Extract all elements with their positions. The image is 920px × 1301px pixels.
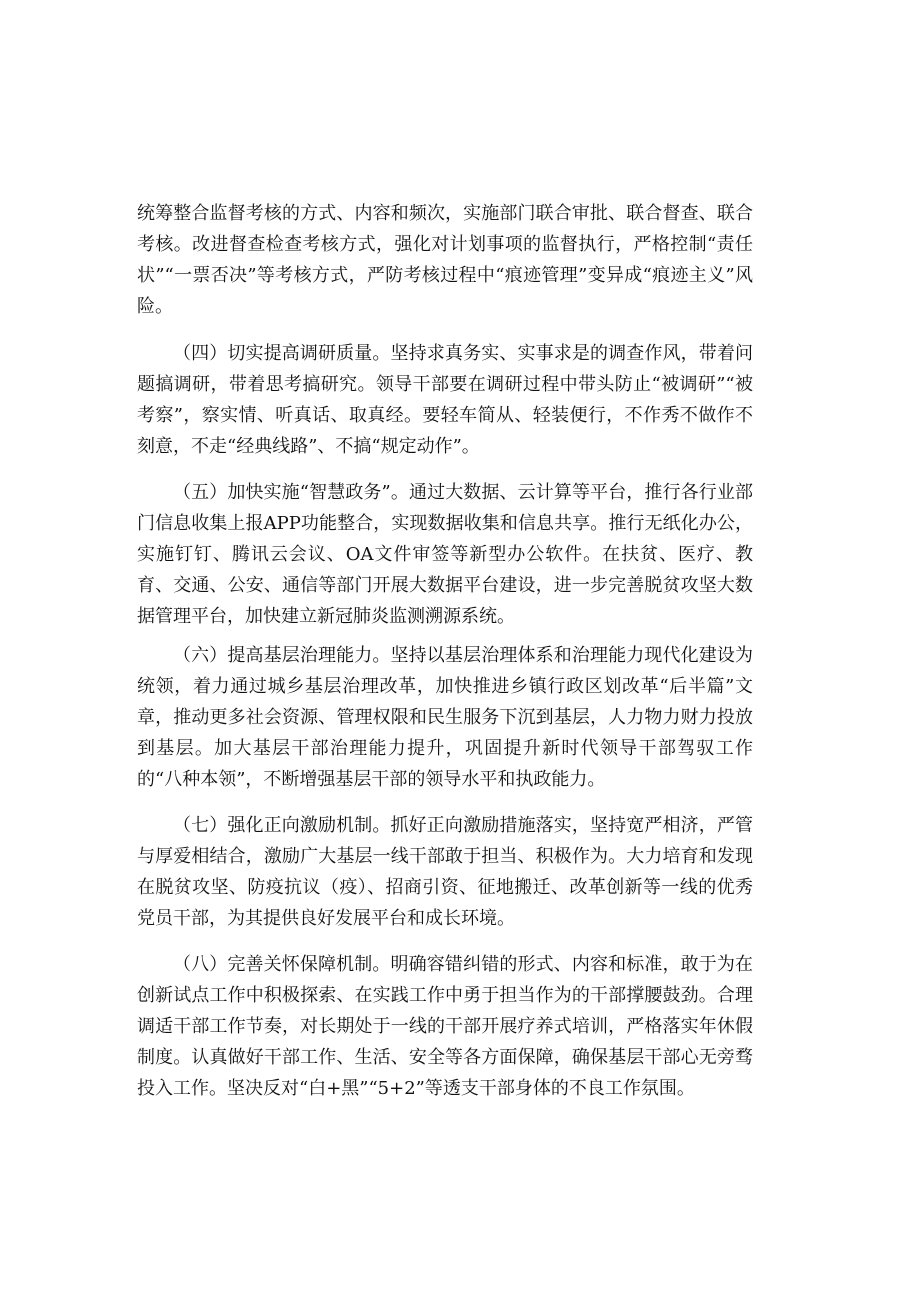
paragraph-section-8: （八）完善关怀保障机制。明确容错纠错的形式、内容和标准，敢于为在创新试点工作中积极探索、在实践工作中勇于担当作为的干部撑腰鼓劲。合理调适干部工作节奏，对长期处于一线的干部开展疗养式培训，严格落实年休假制度。认真做好干部工作、生活、安全等各方面保障，确保基层干部心无旁骛投入工作。坚决反对“白+黑”“5+2”等透支干部身体的不良工作氛围。 [137,954,753,1099]
paragraph-continuation: 统筹整合监督考核的方式、内容和频次，实施部门联合审批、联合督查、联合考核。改进督查检查考核方式，强化对计划事项的监督执行，严格控制“责任状”“一票否决”等考核方式，严防考核过程中“痕迹管理”变异成“痕迹主义”风险。 [137,203,753,317]
paragraph-section-4: （四）切实提高调研质量。坚持求真务实、实事求是的调查作风，带着问题搞调研，带着思考搞研究。领导干部要在调研过程中带头防止“被调研”“被考察”，察实情、听真话、取真经。要轻车简从、轻装便行，不作秀不做作不刻意，不走“经典线路”、不搞“规定动作”。 [137,343,753,457]
paragraph-section-5: （五）加快实施“智慧政务”。通过大数据、云计算等平台，推行各行业部门信息收集上报APP功能整合，实现数据收集和信息共享。推行无纸化办公，实施钉钉、腾讯云会议、OA文件审签等新型办公软件。在扶贫、医疗、教育、交通、公安、通信等部门开展大数据平台建设，进一步完善脱贫攻坚大数据管理平台，加快建立新冠肺炎监测溯源系统。 [137,482,753,627]
paragraph-section-6: （六）提高基层治理能力。坚持以基层治理体系和治理能力现代化建设为统领，着力通过城乡基层治理改革，加快推进乡镇行政区划改革“后半篇”文章，推动更多社会资源、管理权限和民生服务下沉到基层，人力物力财力投放到基层。加大基层干部治理能力提升，巩固提升新时代领导干部驾驭工作的“八种本领”，不断增强基层干部的领导水平和执政能力。 [137,645,753,790]
document-body [137,198,753,1104]
paragraph-section-7: （七）强化正向激励机制。抓好正向激励措施落实，坚持宽严相济，严管与厚爱相结合，激励广大基层一线干部敢于担当、积极作为。大力培育和发现在脱贫攻坚、防疫抗议（疫）、招商引资、征地搬迁、改革创新等一线的优秀党员干部，为其提供良好发展平台和成长环境。 [137,815,753,929]
